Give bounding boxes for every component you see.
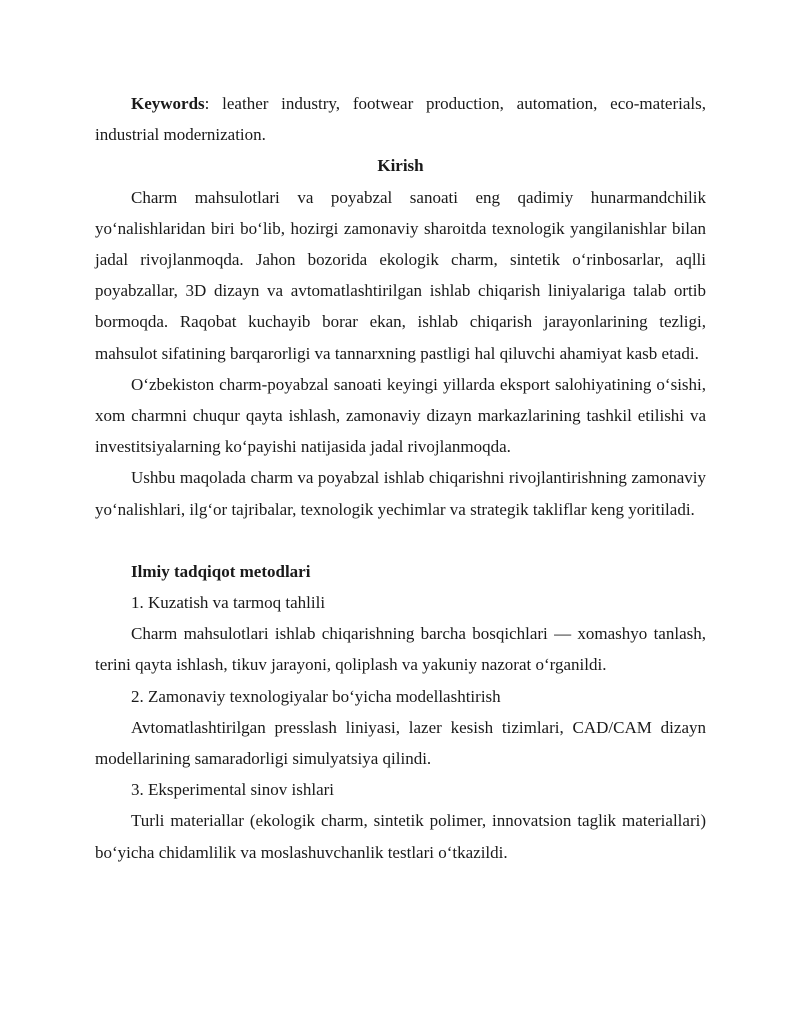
intro-paragraph-2: O‘zbekiston charm-poyabzal sanoati keyingi yillarda eksport salohiyatining o‘sishi, xom charmni chuqur qayta ishlash, zamonaviy dizayn markazlarining tashkil etilishi va investitsiyalarning ko‘payishi natijasida jadal rivojlanmoqda. bbox=[95, 374, 706, 457]
method-1-heading: 1. Kuzatish va tarmoq tahlili bbox=[131, 593, 326, 613]
keywords-label: Keywords bbox=[131, 94, 205, 113]
method-2-text: Avtomatlashtirilgan presslash liniyasi, lazer kesish tizimlari, CAD/CAM dizayn modellarining samaradorligi simulyatsiya qilindi. bbox=[95, 717, 706, 769]
intro-heading: Kirish bbox=[377, 156, 424, 176]
keywords-text: : leather industry, footwear production, automation, eco-materials, industrial modernization. bbox=[95, 94, 706, 145]
intro-paragraph-3: Ushbu maqolada charm va poyabzal ishlab chiqarishni rivojlantirishning zamonaviy yo‘nalishlari, ilg‘or tajribalar, texnologik yechimlar va strategik takliflar keng yoritiladi. bbox=[95, 468, 706, 519]
method-3-text: Turli materiallar (ekologik charm, sintetik polimer, innovatsion taglik materiallari) bo‘yicha chidamlilik va moslashuvchanlik testlari o‘tkazildi. bbox=[95, 811, 706, 862]
methods-heading: Ilmiy tadqiqot metodlari bbox=[131, 561, 311, 581]
keywords-paragraph bbox=[95, 88, 706, 150]
method-3-heading: 3. Eksperimental sinov ishlari bbox=[131, 780, 335, 800]
section-spacer bbox=[95, 525, 706, 556]
method-2-heading: 2. Zamonaviy texnologiyalar bo‘yicha modellashtirish bbox=[131, 686, 501, 706]
intro-paragraph-1: Charm mahsulotlari va poyabzal sanoati eng qadimiy hunarmandchilik yo‘nalishlaridan biri bo‘lib, hozirgi zamonaviy sharoitda texnologik yangilanishlar bilan jadal rivojlanmoqda. Jahon bozorida ekologik charm, sintetik o‘rinbosarlar, aqlli poyabzallar, 3D dizayn va avtomatlashtirilgan ishlab chiqarish liniyalariga talab ortib bormoqda. Raqobat kuchayib borar ekan, ishlab chiqarish jarayonlarining tezligi, mahsulot sifatining barqarorligi va tannarxning pastligi hal qiluvchi ahamiyat kasb etadi. bbox=[95, 187, 706, 363]
method-1-text: Charm mahsulotlari ishlab chiqarishning barcha bosqichlari — xomashyo tanlash, terini qayta ishlash, tikuv jarayoni, qoliplash va yakuniy nazorat o‘rganildi. bbox=[95, 624, 706, 675]
document-page bbox=[95, 88, 706, 868]
